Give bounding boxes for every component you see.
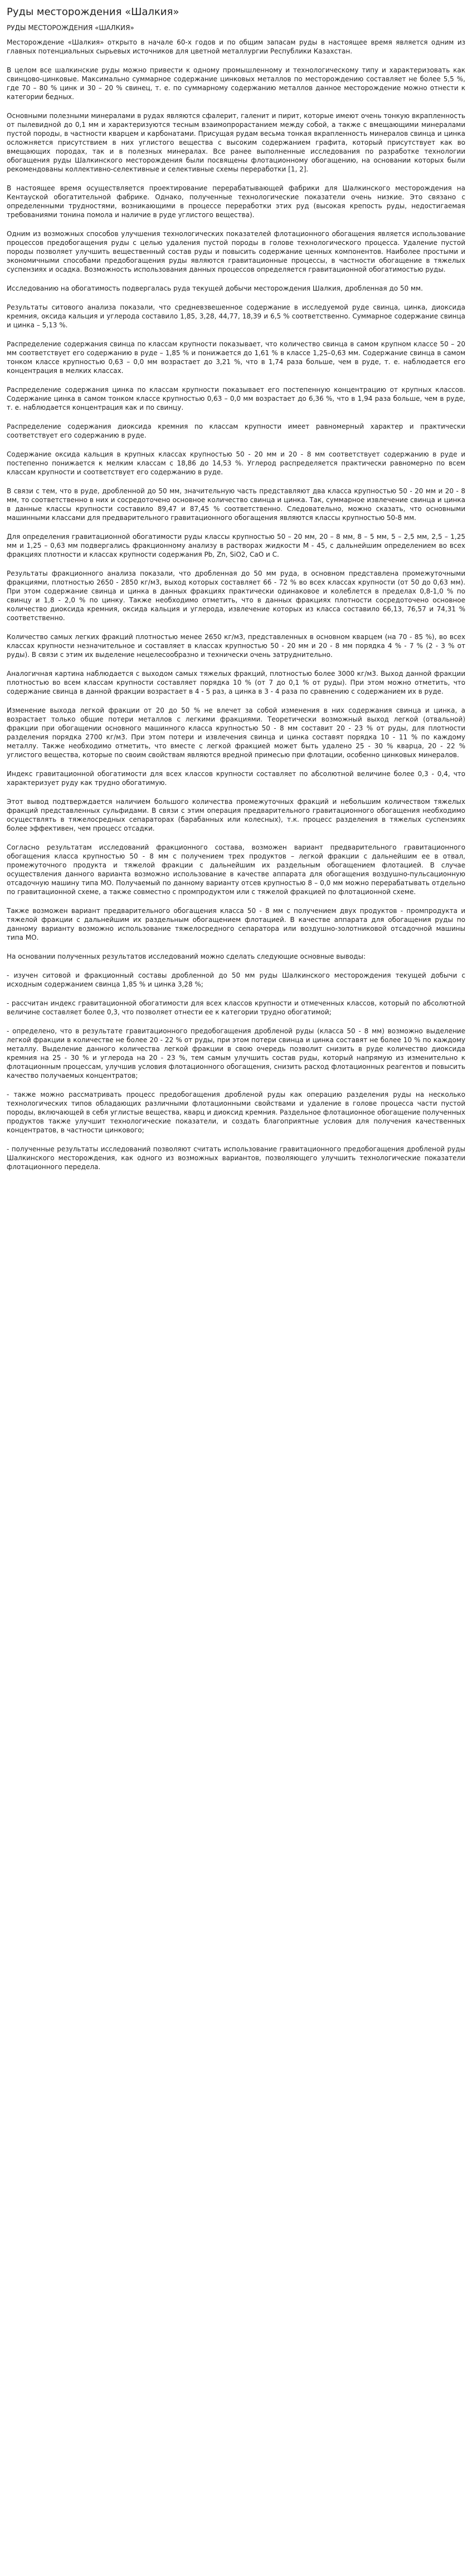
paragraph: Одним из возможных способов улучшения технологических показателей флотационного обогащения является использование процессов предобогащения руды с целью удаления пустой породы в голове технологического процесса. Удаление пустой породы позволяет улучшить вещественный состав руды и повысить содержание ценных компонентов. Наиболее простыми и экономичными способами предобогащения руды являются гравитационные процессы, в частности обогащение в тяжелых суспензиях и осадка. Возможность использования данных процессов определяется гравитационной обогатимостью руды. — [7, 230, 465, 273]
paragraph: Исследованию на обогатимость подвергалась руда текущей добычи месторождения Шалкия, дробленная до 50 мм. — [7, 284, 423, 292]
paragraph: Индекс гравитационной обогатимости для всех классов крупности составляет по абсолютной величине более 0,3 - 0,4, что характеризует руду как трудно обогатимую. — [7, 770, 465, 787]
paragraph: Распределение содержания свинца по классам крупности показывает, что количество свинца в самом крупном классе 50 – 20 мм соответствует его содержанию в руде – 1,85 % и понижается до 1,61 % в классе 1,25–0,63 мм. Содержание свинца в самом тонком классе крупностью 0,63 – 0,0 мм возрастает до 3,21 %, что в 1,74 раза больше, чем в руде, т. е. наблюдается его концентрация в мелких классах. — [7, 340, 465, 375]
paragraph: В настоящее время осуществляется проектирование перерабатывающей фабрики для Шалкинского месторождения на Кентауской обогатительной фабрике. Однако, полученные технологические показатели очень низкие. Это связано с определенными трудностями, возникающими в процессе переработки этих руд (высокая крепость руды, недостигаемая требованиями тонина помола и наличие в руде углистого вещества). — [7, 184, 465, 219]
paragraph: - определено, что в результате гравитационного предобогащения дробленой руды (класса 50 - 8 мм) возможно выделение легкой фракции в количестве не более 20 - 22 % от руды, при этом потери свинца и цинка составят не более 10 % по каждому металлу. Выделение данного количества легкой фракции в свою очередь позволит снизить в руде количество диоксида кремния на 25 - 30 % и углерода на 20 - 23 %, тем самым улучшить состав руды, который напрямую из изменительно к флотационным процессам, улучшив условия флотационного обогащения, снизить расход флотационных реагентов и повысить качество получаемых концентратов; — [7, 1027, 465, 1080]
paragraph: В целом все шалкинские руды можно привести к одному промышленному и технологическому типу и характеризовать как свинцово-цинковые. Максимально суммарное содержание цинковых металлов по месторождению составляет не более 5,5 %, где 70 – 80 % цинк и 30 – 20 % свинец, т. е. по суммарному содержанию металлов данное месторождение можно отнести к категории бедных. — [7, 66, 465, 101]
paragraph: - полученные результаты исследований позволяют считать использование гравитационного предобогащения дробленой руды Шалкинского месторождения, как одного из возможных вариантов, позволяющего улучшить технологические показатели флотационного передела. — [7, 1145, 465, 1171]
page-subtitle: РУДЫ МЕСТОРОЖДЕНИЯ «ШАЛКИЯ» — [7, 24, 134, 32]
article-body — [7, 38, 465, 1171]
paragraph: Основными полезными минералами в рудах являются сфалерит, галенит и пирит, которые имеют очень тонкую вкрапленность от пылевидной до 0,1 мм и характеризуются тесным взаимопрорастанием между собой, а также с вмещающими минералами пустой породы, в частности кварцем и карбонатами. Присущая рудам весьма тонкая вкрапленность минералов свинца и цинка осложняется присутствием в них углистого вещества с высоким содержанием графита, который присутствует как во вмещающих породах, так и в полезных минералах. Все ранее выполненные исследования по разработке технологии обогащения руды Шалкинского месторождения были посвящены флотационному обогащению, на основании которых были рекомендованы коллективно-селективные и селективные схемы переработки [1, 2]. — [7, 112, 465, 173]
paragraph: В связи с тем, что в руде, дробленной до 50 мм, значительную часть представляют два класса крупностью 50 - 20 мм и 20 - 8 мм, то соответственно в них и сосредоточено основное количество свинца и цинка. Так, суммарное извлечение свинца и цинка в данные классы крупности составило 89,47 и 87,45 % соответственно. Следовательно, можно сказать, что основными машинными классами для предварительного гравитационного обогащения являются классы крупностью 50-8 мм. — [7, 487, 465, 522]
page-title: Руды месторождения «Шалкия» — [7, 6, 179, 18]
paragraph: - также можно рассматривать процесс предобогащения дробленой руды как операцию разделения руды на несколько технологических типов обладающих различными флотационными свойствами и удаление в голове процесса части пустой породы, включающей в себя углистые вещества, кварц и диоксид кремния. Раздельное флотационное обогащение полученных продуктов также улучшит технологические показатели, и создать благоприятные условия для получения качественных концентратов, в частности цинкового; — [7, 1091, 465, 1134]
paragraph: Согласно результатам исследований фракционного состава, возможен вариант предварительного гравитационного обогащения класса крупностью 50 - 8 мм с получением трех продуктов – легкой фракции с дальнейшим ее в отвал, промежуточного продукта и тяжелой фракции с дальнейшим их раздельным обогащением флотацией. В случае осуществления данного варианта возможно использование в качестве аппарата для обогащения воздушно-пульсационную отсадочную машину типа МО. Получаемый по данному варианту отсев крупностью 8 – 0,0 мм можно перерабатывать отдельно по гравитационной схеме, а также совместно с промпродуктом или с тяжелой фракцией по флотационной схеме. — [7, 843, 465, 896]
paragraph: Также возможен вариант предварительного обогащения класса 50 - 8 мм с получением двух продуктов - промпродукта и тяжелой фракции с дальнейшим их раздельным обогащением флотацией. В качестве аппарата для обогащения руды по данному варианту возможно использование тяжелосредного сепаратора или воздушно-золотниковой отсадочной машины типа МО. — [7, 907, 465, 941]
paragraph: Количество самых легких фракций плотностью менее 2650 кг/м3, представленных в основном кварцем (на 70 - 85 %), во всех классах крупности незначительное и составляет в классах крупностью 50 - 20 мм и 20 - 8 мм порядка 4 % - 7 % (2 - 3 % от руды). В связи с этим их выделение нецелесообразно и технически очень затруднительно. — [7, 633, 465, 659]
paragraph: Этот вывод подтверждается наличием большого количества промежуточных фракций и небольшим количеством тяжелых фракций представленных сульфидами. В связи с этим операция предварительного гравитационного обогащения необходимо осуществлять в тяжелосредных сепараторах (барабанных или колесных), т.к. процесс разделения в тяжелых суспензиях более эффективен, чем процесс отсадки. — [7, 798, 465, 832]
paragraph: Результаты ситового анализа показали, что средневзвешенное содержание в исследуемой руде свинца, цинка, диоксида кремния, оксида кальция и углерода составило 1,85, 3,28, 44,77, 18,39 и 6,5 % соответственно. Суммарное содержание свинца и цинка – 5,13 %. — [7, 303, 465, 329]
paragraph: - изучен ситовой и фракционный составы дробленной до 50 мм руды Шалкинского месторождения текущей добычи с исходным содержанием свинца 1,85 % и цинка 3,28 %; — [7, 971, 465, 988]
paragraph: - рассчитан индекс гравитационной обогатимости для всех классов крупности и отмеченных классов, который по абсолютной величине составляет более 0,3, что позволяет отнести ее к категории трудно обогатимой; — [7, 999, 465, 1016]
paragraph: Для определения гравитационной обогатимости руды классы крупностью 50 – 20 мм, 20 – 8 мм, 8 – 5 мм, 5 – 2,5 мм, 2,5 – 1,25 мм и 1,25 – 0,63 мм подвергались фракционному анализу в растворах жидкости М - 45, с дальнейшим определением во всех фракциях плотности и классах крупности содержания Pb, Zn, SiO2, CaO и C. — [7, 533, 465, 558]
paragraph: Результаты фракционного анализа показали, что дробленная до 50 мм руда, в основном представлена промежуточными фракциями, плотностью 2650 - 2850 кг/м3, выход которых составляет 66 - 72 % во всех классах крупности (от 50 до 0,63 мм). При этом содержание свинца и цинка в данных фракциях практически одинаковое и колеблется в пределах 0,8-1,0 % по свинцу и 1,8 - 2,0 % по цинку. Также необходимо отметить, что в данных фракциях плотности сосредоточено основное количество диоксида кремния, оксида кальция и углерода, извлечение которых из класса составило 66,13, 76,57 и 74,31 % соответственно. — [7, 570, 465, 622]
paragraph: Распределение содержания цинка по классам крупности показывает его постепенную концентрацию от крупных классов. Содержание цинка в самом тонком классе крупностью 0,63 – 0,0 мм возрастает до 6,36 %, что в 1,94 раза больше, чем в руде, т. е. наблюдается концентрация как и по свинцу. — [7, 386, 465, 411]
paragraph: Аналогичная картина наблюдается с выходом самых тяжелых фракций, плотностью более 3000 кг/м3. Выход данной фракции плотностью во всем классам крупности составляет порядка 10 % (от 7 до 0,1 % от руды). При этом можно отметить, что содержание свинца в данной фракции возрастает в 4 - 5 раз, а цинка в 3 - 4 раза по сравнению с содержанием их в руде. — [7, 670, 465, 695]
paragraph: На основании полученных результатов исследований можно сделать следующие основные выводы: — [7, 953, 366, 960]
paragraph: Изменение выхода легкой фракции от 20 до 50 % не влечет за собой изменения в них содержания свинца и цинка, а возрастает только общие потери металлов с легкими фракциями. Теоретически возможный выход легкой (отвальной) фракции при обогащении основного машинного класса крупностью 50 - 8 мм составит 20 - 23 % от руды, для плотности разделения порядка 2700 кг/м3. При этом потери и извлечения свинца и цинка составят порядка 10 - 11 % по каждому металлу. Также необходимо отметить, что вместе с легкой фракцией может быть удалено 25 - 30 % кварца, 20 - 22 % углистого вещества, которые по своим свойствам являются вредной примесью при флотации, особенно цинковых минералов. — [7, 706, 465, 759]
paragraph: Месторождение «Шалкия» открыто в начале 60-х годов и по общим запасам руды в настоящее время является одним из главных потенциальных сырьевых источников для цветной металлургии Республики Казахстан. — [7, 38, 465, 55]
paragraph: Распределение содержания диоксида кремния по классам крупности имеет равномерный характер и практически соответствует его содержанию в руде. — [7, 423, 465, 439]
paragraph: Содержание оксида кальция в крупных классах крупностью 50 - 20 мм и 20 - 8 мм соответствует содержанию в руде и постепенно понижается к мелким классам с 18,86 до 14,53 %. Углерод распределяется практически равномерно по всем классам крупности и соответствует его содержанию в руде. — [7, 450, 465, 476]
